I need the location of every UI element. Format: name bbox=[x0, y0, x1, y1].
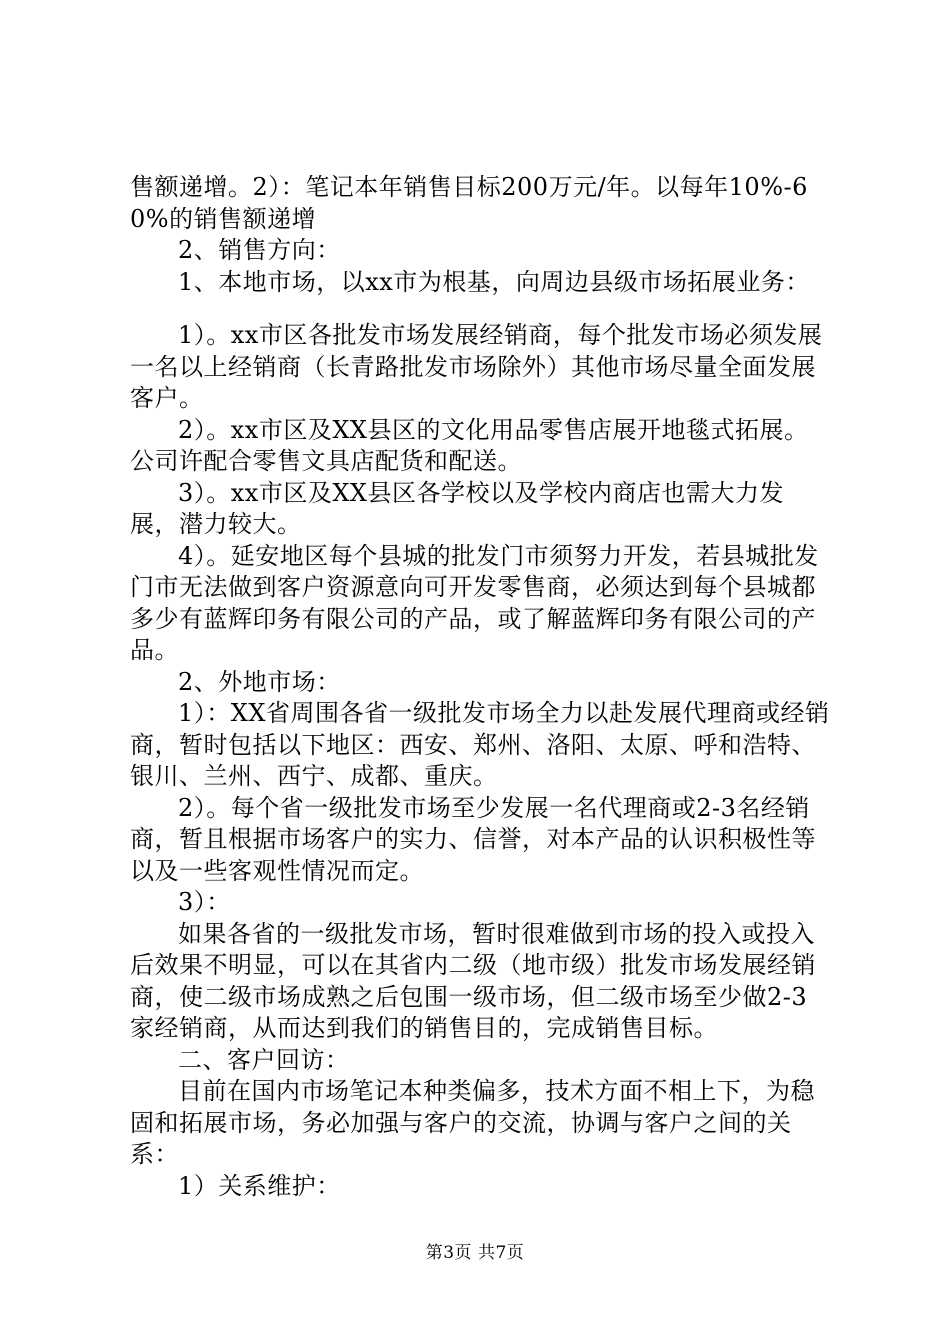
paragraph-local-1: 1）。xx市区各批发市场发展经销商，每个批发市场必须发展一名以上经销商（长青路批发市场除外）其他市场尽量全面发展客户。 bbox=[130, 321, 823, 412]
document-body bbox=[130, 172, 830, 1202]
paragraph-external-3-label: 3）： bbox=[178, 888, 231, 916]
paragraph-external-2: 2）。每个省一级批发市场至少发展一名代理商或2-3名经销商，暂且根据市场客户的实力、信誉，对本产品的认识积极性等以及一些客观性情况而定。 bbox=[130, 793, 816, 885]
paragraph-external-1: 1）：XX省周围各省一级批发市场全力以赴发展代理商或经销商，暂时包括以下地区：西安、郑州、洛阳、太原、呼和浩特、银川、兰州、西宁、成都、重庆。 bbox=[130, 699, 830, 790]
paragraph-local-3: 3）。xx市区及XX县区各学校以及学校内商店也需大力发展，潜力较大。 bbox=[130, 478, 785, 538]
paragraph-sales-increase: 售额递增。2）：笔记本年销售目标200万元/年。以每年10%-60%的销售额递增 bbox=[130, 173, 808, 233]
heading-customer-visit: 二、客户回访： bbox=[178, 1045, 350, 1074]
heading-external-market: 2、外地市场： bbox=[178, 667, 341, 696]
heading-local-market: 1、本地市场，以xx市为根基，向周边县级市场拓展业务： bbox=[178, 267, 810, 296]
spacer bbox=[130, 298, 830, 320]
heading-sales-direction: 2、销售方向： bbox=[178, 236, 341, 264]
paragraph-customer-visit: 目前在国内市场笔记本种类偏多，技术方面不相上下，为稳固和拓展市场，务必加强与客户的交流，协调与客户之间的关系： bbox=[130, 1077, 815, 1168]
paragraph-local-4: 4）。延安地区每个县城的批发门市须努力开发，若县城批发门市无法做到客户资源意向可开发零售商，必须达到每个县城都多少有蓝辉印务有限公司的产品，或了解蓝辉印务有限公司的产品。 bbox=[130, 541, 819, 664]
heading-relationship-maintenance: 1）关系维护： bbox=[178, 1171, 341, 1200]
paragraph-external-3: 如果各省的一级批发市场，暂时很难做到市场的投入或投入后效果不明显，可以在其省内二级（地市级）批发市场发展经销商，使二级市场成熟之后包围一级市场，但二级市场至少做2-3家经销商，从而达到我们的销售目的，完成销售目标。 bbox=[130, 919, 816, 1042]
page-number: 第3页 共7页 bbox=[425, 1243, 525, 1263]
paragraph-local-2: 2）。xx市区及XX县区的文化用品零售店展开地毯式拓展。公司许配合零售文具店配货和配送。 bbox=[130, 415, 809, 475]
